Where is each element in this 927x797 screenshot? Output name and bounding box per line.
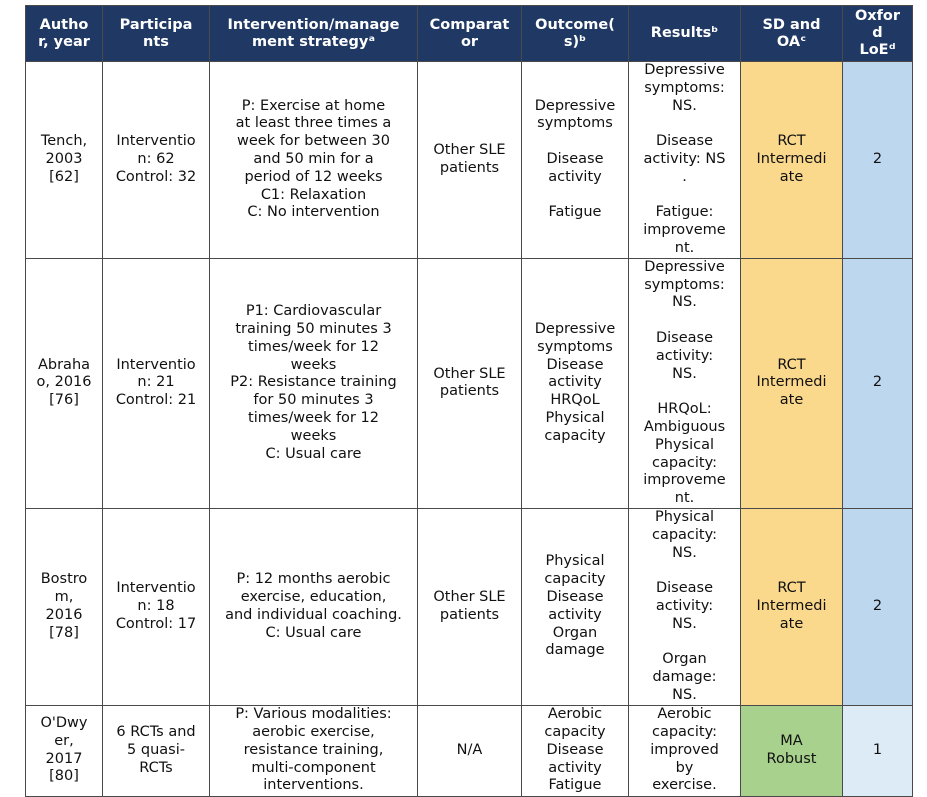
loe-cell: 1 (843, 705, 913, 796)
results-cell: Aerobic capacity: improved by exercise. (629, 705, 741, 796)
outcomes-cell: Physical capacity Disease activity Organ damage (522, 508, 629, 705)
results-cell: Physical capacity: NS. Disease activity: NS. Organ damage: NS. (629, 508, 741, 705)
results-cell: Depressive symptoms: NS. Disease activity: NS. HRQoL: Ambiguous Physical capacity: improveme nt. (629, 258, 741, 508)
intervention-cell: P1: Cardiovascular training 50 minutes 3 times/week for 12 weeks P2: Resistance training for 50 minutes 3 times/week for 12 weeks C: Usual care (210, 258, 418, 508)
table-row (26, 258, 913, 508)
author-cell: Tench, 2003 [62] (26, 62, 103, 259)
sd-oa-cell: RCT Intermedi ate (741, 508, 843, 705)
participants-cell: 6 RCTs and 5 quasi- RCTs (103, 705, 210, 796)
header-intervention: Intervention/manage ment strategyᵃ (210, 6, 418, 62)
loe-cell: 2 (843, 508, 913, 705)
author-cell: O'Dwy er, 2017 [80] (26, 705, 103, 796)
comparator-cell: Other SLE patients (418, 258, 522, 508)
table-row (26, 62, 913, 259)
header-results: Resultsᵇ (629, 6, 741, 62)
intervention-cell: P: Various modalities: aerobic exercise, resistance training, multi-component interventions. (210, 705, 418, 796)
table-row (26, 705, 913, 796)
intervention-cell: P: Exercise at home at least three times a week for between 30 and 50 min for a period of 12 weeks C1: Relaxation C: No intervention (210, 62, 418, 259)
loe-cell: 2 (843, 62, 913, 259)
header-participants: Participa nts (103, 6, 210, 62)
evidence-table (25, 5, 913, 797)
header-sd-oa: SD and OAᶜ (741, 6, 843, 62)
sd-oa-cell: RCT Intermedi ate (741, 258, 843, 508)
participants-cell: Interventio n: 21 Control: 21 (103, 258, 210, 508)
comparator-cell: Other SLE patients (418, 62, 522, 259)
sd-oa-cell: MA Robust (741, 705, 843, 796)
participants-cell: Interventio n: 62 Control: 32 (103, 62, 210, 259)
author-cell: Abraha o, 2016 [76] (26, 258, 103, 508)
sd-oa-cell: RCT Intermedi ate (741, 62, 843, 259)
outcomes-cell: Depressive symptoms Disease activity Fatigue (522, 62, 629, 259)
header-row (26, 6, 913, 62)
header-outcomes: Outcome( s)ᵇ (522, 6, 629, 62)
comparator-cell: Other SLE patients (418, 508, 522, 705)
header-oxford-loe: Oxfor d LoEᵈ (843, 6, 913, 62)
header-comparator: Comparat or (418, 6, 522, 62)
intervention-cell: P: 12 months aerobic exercise, education, and individual coaching. C: Usual care (210, 508, 418, 705)
outcomes-cell: Depressive symptoms Disease activity HRQoL Physical capacity (522, 258, 629, 508)
header-author-year: Autho r, year (26, 6, 103, 62)
outcomes-cell: Aerobic capacity Disease activity Fatigue (522, 705, 629, 796)
results-cell: Depressive symptoms: NS. Disease activity: NS . Fatigue: improveme nt. (629, 62, 741, 259)
loe-cell: 2 (843, 258, 913, 508)
author-cell: Bostro m, 2016 [78] (26, 508, 103, 705)
participants-cell: Interventio n: 18 Control: 17 (103, 508, 210, 705)
table-row (26, 508, 913, 705)
comparator-cell: N/A (418, 705, 522, 796)
